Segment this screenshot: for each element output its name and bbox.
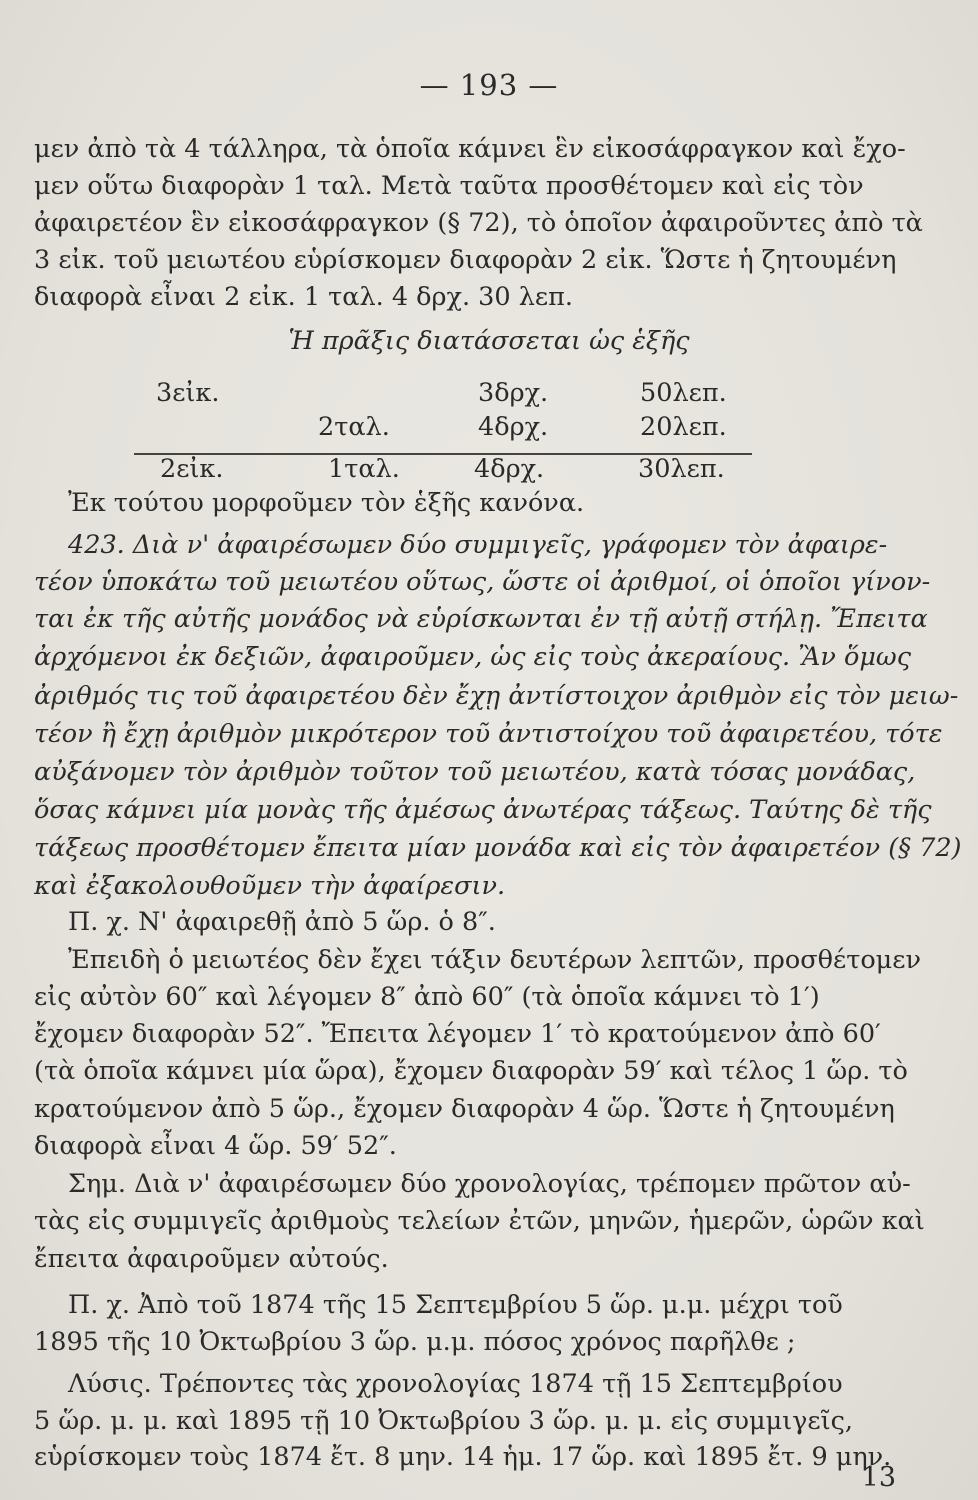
text-line: διαφορὰ εἶναι 4 ὥρ. 59′ 52″. — [34, 1131, 397, 1161]
table-cell: 4δρχ. — [474, 454, 545, 484]
example-line: 1895 τῆς 10 Ὀκτωβρίου 3 ὥρ. μ.μ. πόσος χρόνος παρῆλθε ; — [34, 1327, 796, 1357]
rule-line: ται ἐκ τῆς αὐτῆς μονάδος νὰ εὑρίσκωνται ἐν τῇ αὐτῇ στήλῃ. Ἔπειτα — [34, 604, 928, 634]
text-line: κρατούμενον ἀπὸ 5 ὥρ., ἔχομεν διαφορὰν 4 ὥρ. Ὥστε ἡ ζητουμένη — [34, 1094, 895, 1124]
table-title: Ἡ πρᾶξις διατάσσεται ὡς ἑξῆς — [288, 326, 690, 356]
table-cell: 3δρχ. — [478, 378, 549, 408]
text-line: διαφορὰ εἶναι 2 εἰκ. 1 ταλ. 4 δρχ. 30 λεπ. — [34, 282, 573, 312]
rule-line: τάξεως προσθέτομεν ἔπειτα μίαν μονάδα καὶ εἰς τὸν ἀφαιρετέον (§ 72) — [34, 833, 962, 863]
note-line: Σημ. Διὰ ν' ἀφαιρέσωμεν δύο χρονολογίας, τρέπομεν πρῶτον αὐ- — [68, 1169, 911, 1199]
example-line: Π. χ. Ἀπὸ τοῦ 1874 τῆς 15 Σεπτεμβρίου 5 ὥρ. μ.μ. μέχρι τοῦ — [68, 1290, 843, 1320]
rule-line: τέον ἢ ἔχῃ ἀριθμὸν μικρότερον τοῦ ἀντιστοίχου τοῦ ἀφαιρετέου, τότε — [34, 719, 943, 749]
table-cell: 3εἰκ. — [156, 378, 220, 408]
table-cell: 30λεπ. — [638, 454, 725, 484]
table-cell: 2εἰκ. — [160, 454, 224, 484]
table-cell: 4δρχ. — [478, 412, 549, 442]
rule-line: ἀριθμός τις τοῦ ἀφαιρετέου δὲν ἔχῃ ἀντίστοιχον ἀριθμὸν εἰς τὸν μειω- — [34, 681, 959, 711]
table-cell: 50λεπ. — [640, 378, 727, 408]
rule-line: ἀρχόμενοι ἐκ δεξιῶν, ἀφαιροῦμεν, ὡς εἰς τοὺς ἀκεραίους. Ἂν ὅμως — [34, 642, 911, 672]
text-line: 3 εἰκ. τοῦ μειωτέου εὑρίσκομεν διαφορὰν 2 εἰκ. Ὥστε ἡ ζητουμένη — [34, 245, 897, 275]
table-cell: 2ταλ. — [318, 412, 390, 442]
solution-line: εὑρίσκομεν τοὺς 1874 ἔτ. 8 μην. 14 ἡμ. 17 ὥρ. καὶ 1895 ἔτ. 9 μην. — [34, 1442, 892, 1472]
note-line: ἔπειτα ἀφαιροῦμεν αὐτούς. — [34, 1244, 389, 1274]
page-number-header: — 193 — — [419, 68, 559, 102]
note-line: τὰς εἰς συμμιγεῖς ἀριθμοὺς τελείων ἐτῶν, μηνῶν, ἡμερῶν, ὡρῶν καὶ — [34, 1206, 925, 1236]
table-cell: 20λεπ. — [640, 412, 727, 442]
text-line: (τὰ ὁποῖα κάμνει μία ὥρα), ἔχομεν διαφορὰν 59′ καὶ τέλος 1 ὥρ. τὸ — [34, 1056, 908, 1086]
table-cell: 1ταλ. — [328, 454, 400, 484]
text-line: ἔχομεν διαφορὰν 52″. Ἔπειτα λέγομεν 1′ τὸ κρατούμενον ἀπὸ 60′ — [34, 1019, 881, 1049]
text-line: μεν οὕτω διαφορὰν 1 ταλ. Μετὰ ταῦτα προσθέτομεν καὶ εἰς τὸν — [34, 171, 864, 201]
text-line: εἰς αὐτὸν 60″ καὶ λέγομεν 8″ ἀπὸ 60″ (τὰ ὁποῖα κάμνει τὸ 1′) — [34, 982, 820, 1012]
rule-line: τέον ὑποκάτω τοῦ μειωτέου οὕτως, ὥστε οἱ ἀριθμοί, οἱ ὁποῖοι γίνον- — [34, 567, 931, 597]
solution-line: Λύσις. Τρέποντες τὰς χρονολογίας 1874 τῇ 15 Σεπτεμβρίου — [68, 1369, 843, 1399]
rule-line: αὐξάνομεν τὸν ἀριθμὸν τοῦτον τοῦ μειωτέου, κατὰ τόσας μονάδας, — [34, 757, 916, 787]
text-line: ἀφαιρετέον ἓν εἰκοσάφραγκον (§ 72), τὸ ὁποῖον ἀφαιροῦντες ἀπὸ τὰ — [34, 208, 923, 238]
rule-line: καὶ ἐξακολουθοῦμεν τὴν ἀφαίρεσιν. — [34, 871, 506, 901]
text-line: μεν ἀπὸ τὰ 4 τάλληρα, τὰ ὁποῖα κάμνει ἓν εἰκοσάφραγκον καὶ ἔχο- — [34, 134, 906, 164]
text-line: Ἐκ τούτου μορφοῦμεν τὸν ἑξῆς κανόνα. — [68, 488, 585, 518]
signature-mark: 13 — [861, 1462, 896, 1493]
text-line: Ἐπειδὴ ὁ μειωτέος δὲν ἔχει τάξιν δευτέρων λεπτῶν, προσθέτομεν — [68, 945, 921, 975]
rule-line: 423. Διὰ ν' ἀφαιρέσωμεν δύο συμμιγεῖς, γράφομεν τὸν ἀφαιρε- — [68, 530, 888, 560]
solution-line: 5 ὥρ. μ. μ. καὶ 1895 τῇ 10 Ὀκτωβρίου 3 ὥρ. μ. μ. εἰς συμμιγεῖς, — [34, 1406, 854, 1436]
rule-line: ὅσας κάμνει μία μονὰς τῆς ἀμέσως ἀνωτέρας τάξεως. Ταύτης δὲ τῆς — [34, 795, 932, 825]
example-line: Π. χ. Ν' ἀφαιρεθῇ ἀπὸ 5 ὥρ. ὁ 8″. — [68, 907, 496, 937]
